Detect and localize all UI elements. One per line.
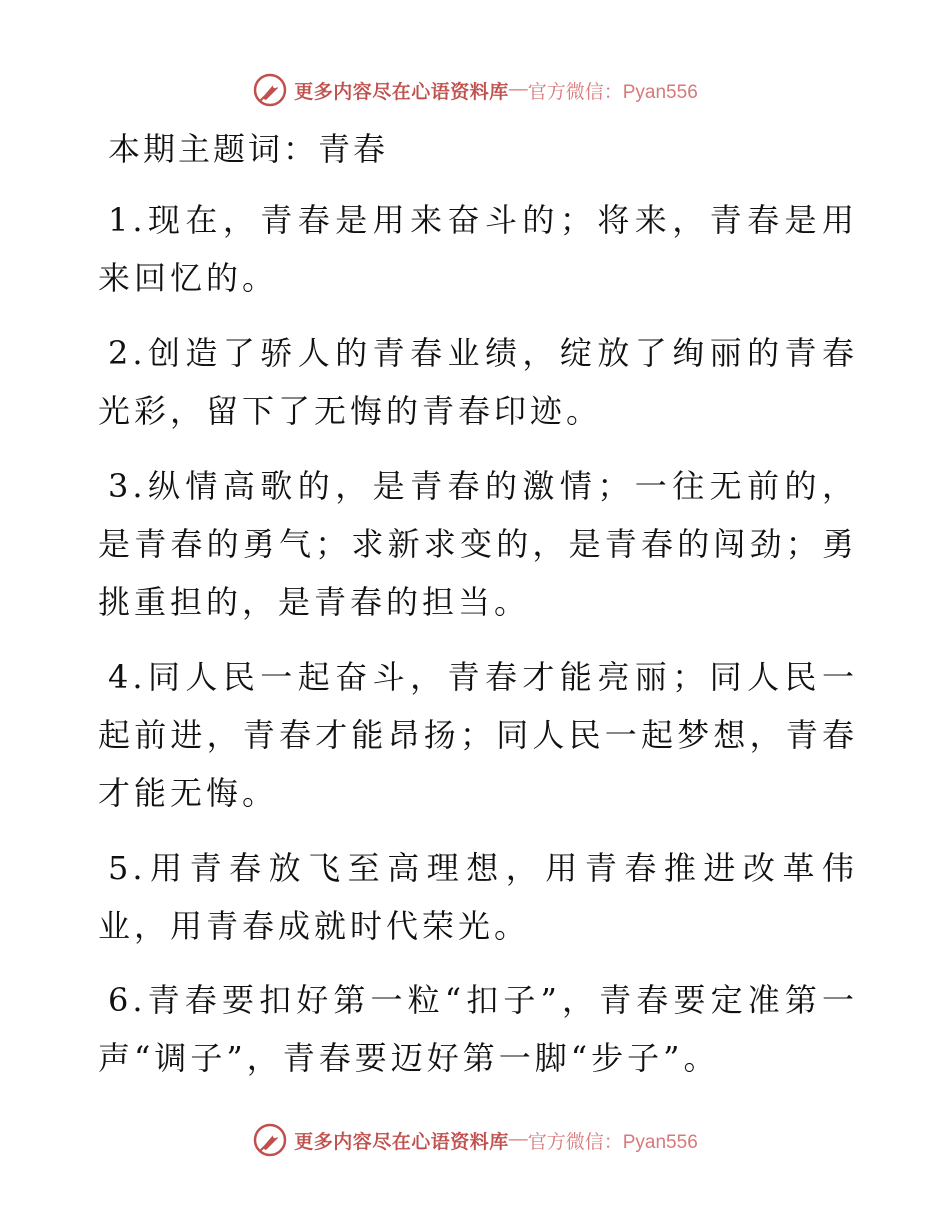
banner-wechat: 官方微信：Pyan556 [527,1131,698,1153]
paragraph-2: 2.创造了骄人的青春业绩，绽放了绚丽的青春光彩，留下了无悔的青春印迹。 [98,334,858,430]
banner-dash: — [508,1129,528,1150]
banner-dash: — [508,79,528,100]
header-banner [0,68,950,112]
banner-text: 更多内容尽在心语资料库 [294,1130,509,1153]
paragraph-1: 1.现在，青春是用来奋斗的；将来，青春是用来回忆的。 [98,201,858,297]
pen-nib-logo-icon [252,1122,288,1158]
paragraph-5: 5.用青春放飞至高理想，用青春推进改革伟业，用青春成就时代荣光。 [98,849,858,945]
paragraph-6: 6.青春要扣好第一粒“扣子”，青春要定准第一声“调子”，青春要迈好第一脚“步子”。 [98,981,858,1077]
banner-text: 更多内容尽在心语资料库 [294,80,509,103]
paragraph-4: 4.同人民一起奋斗，青春才能亮丽；同人民一起前进，青春才能昂扬；同人民一起梦想，青春才能无悔。 [98,658,858,812]
footer-banner [0,1118,950,1162]
paragraph-3: 3.纵情高歌的，是青春的激情；一往无前的，是青春的勇气；求新求变的，是青春的闯劲；勇挑重担的，是青春的担当。 [98,467,858,621]
banner-wechat: 官方微信：Pyan556 [527,81,698,103]
page-title: 本期主题词：青春 [108,130,389,168]
pen-nib-logo-icon [252,72,288,108]
